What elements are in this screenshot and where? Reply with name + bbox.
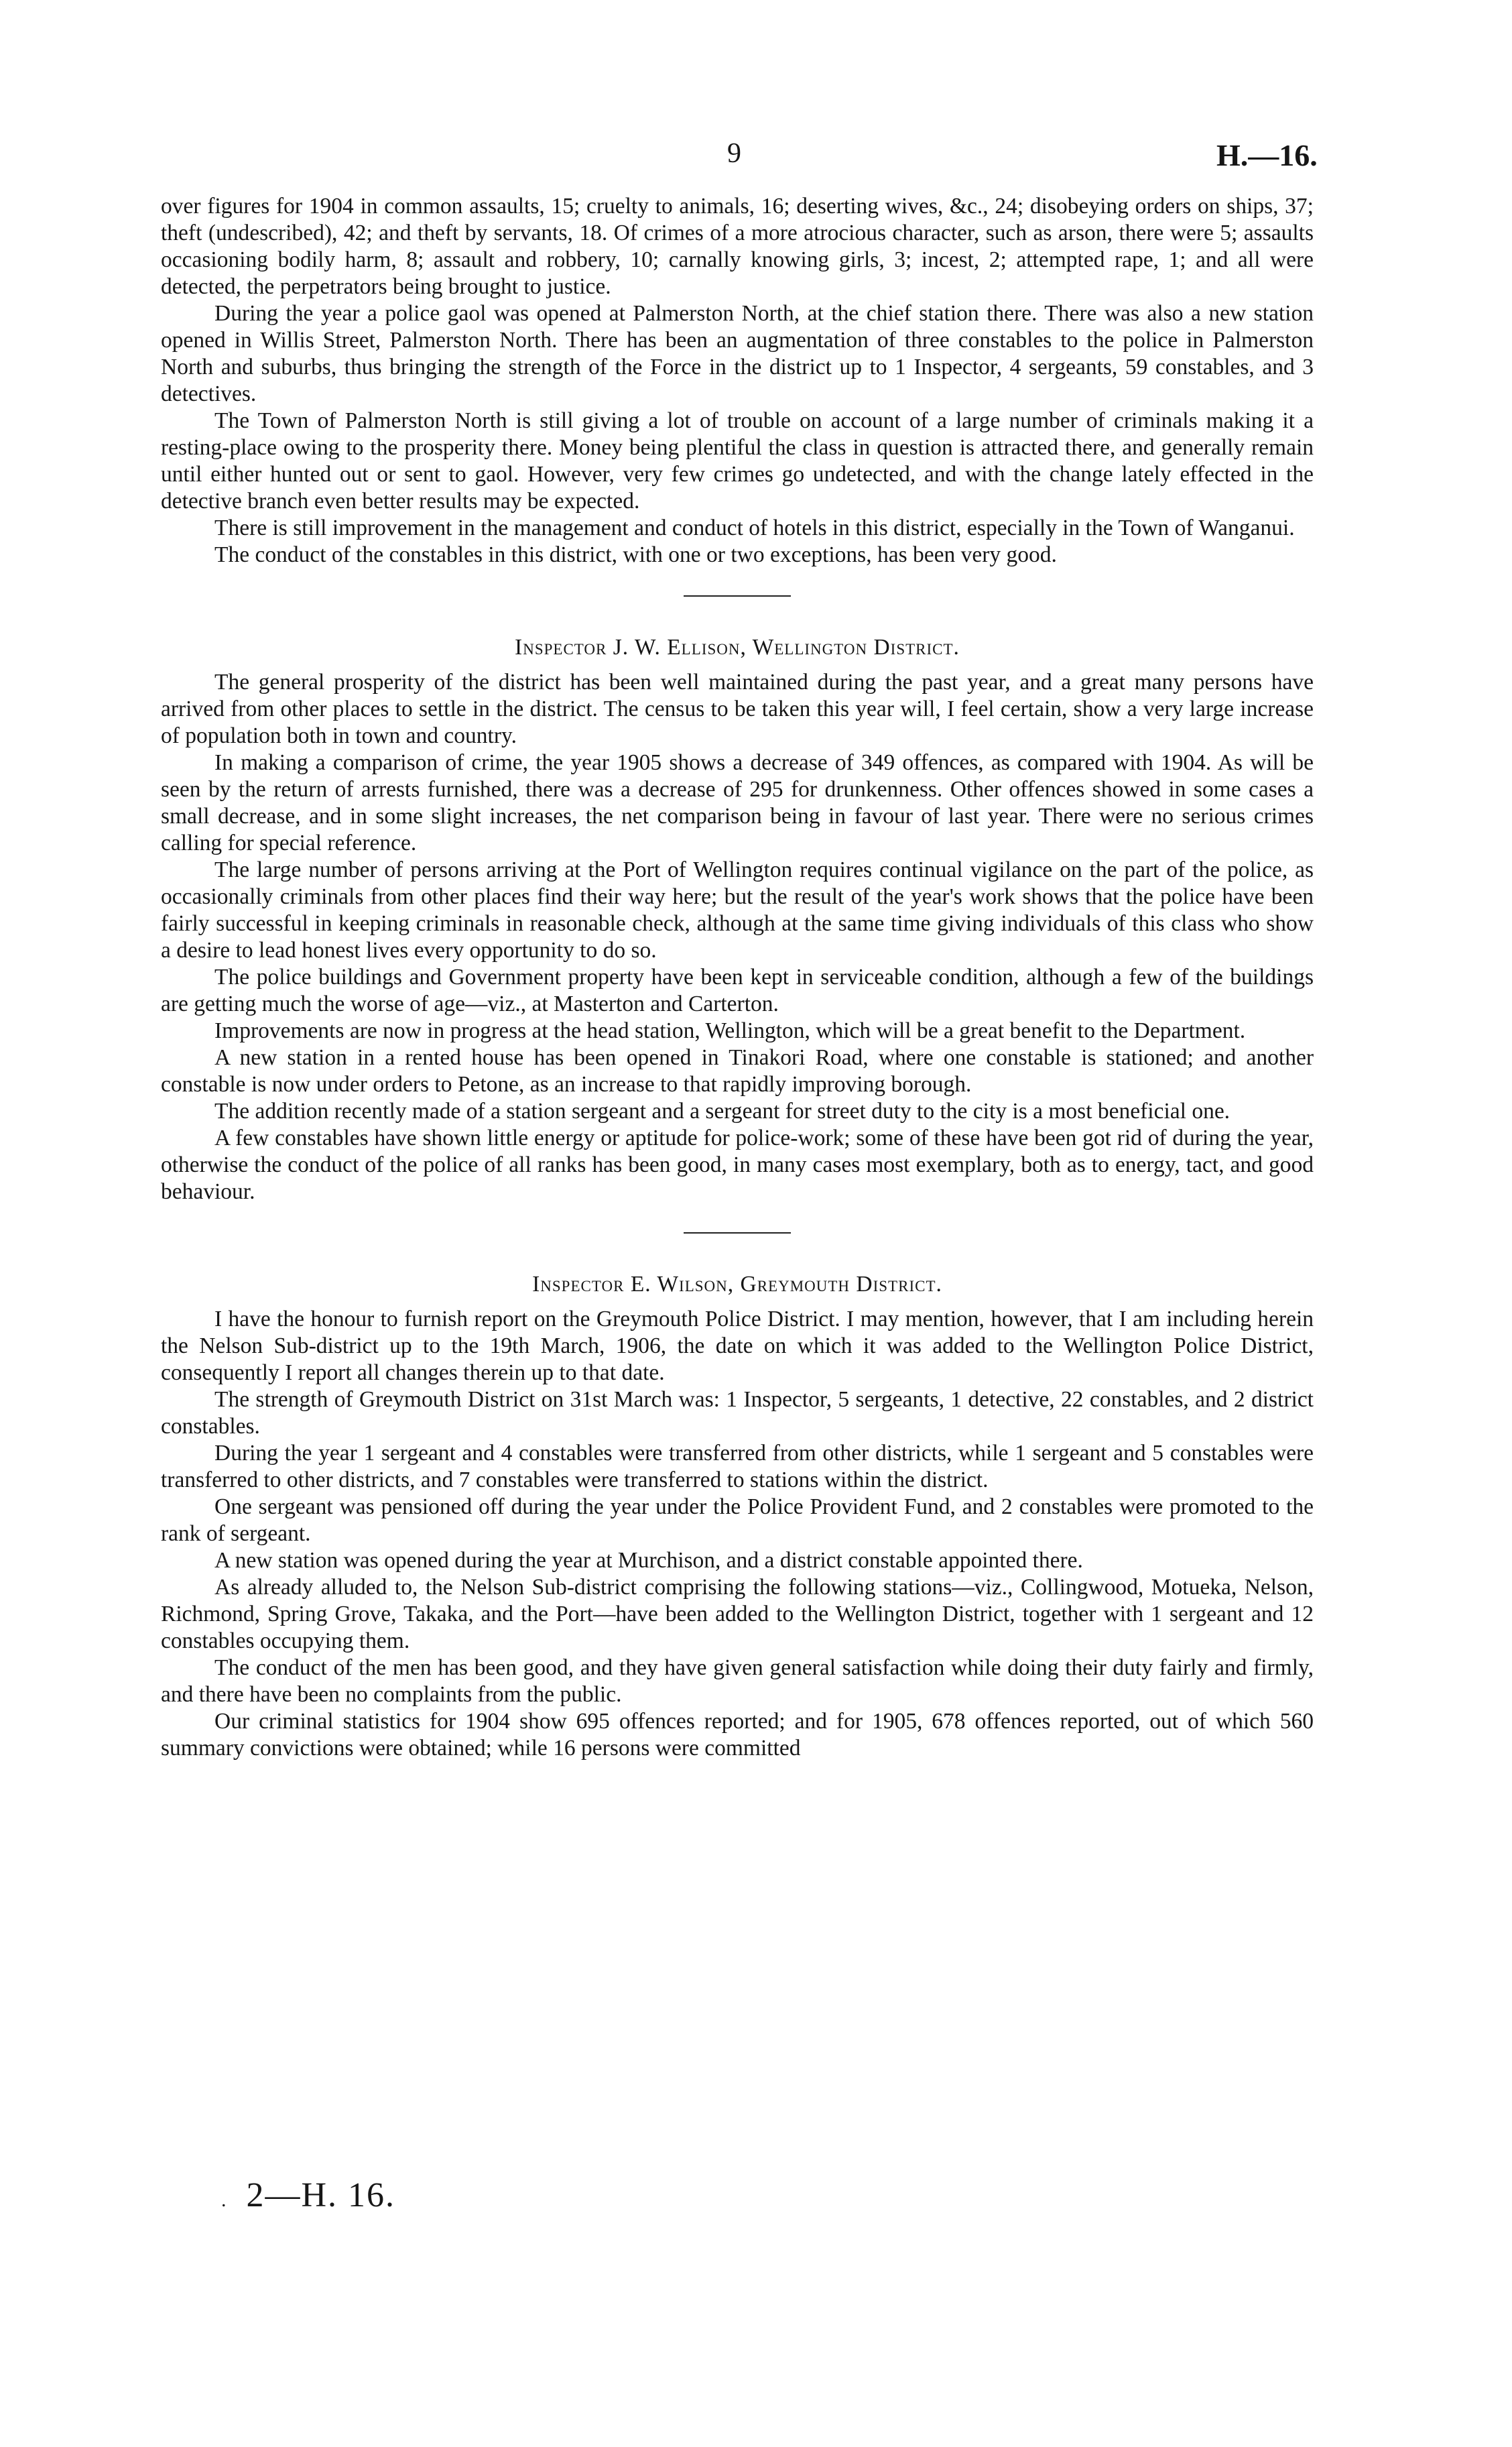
signature-mark <box>221 2175 395 2215</box>
section-heading-greymouth: Inspector E. Wilson, Greymouth District. <box>532 1272 942 1297</box>
body-paragraph: The conduct of the constables in this district, with one or two exceptions, has been very good. <box>214 542 1057 567</box>
body-paragraph: A new station was opened during the year at Murchison, and a district constable appointed there. <box>214 1548 1083 1573</box>
body-paragraph: Our criminal statistics for 1904 show 695 offences reported; and for 1905, 678 offences reported, out of which 560 summary convictions were obtained; while 16 persons were committed <box>161 1709 1314 1760</box>
section-heading-wellington: Inspector J. W. Ellison, Wellington District. <box>515 635 960 660</box>
page-header <box>0 137 1512 178</box>
body-paragraph: The conduct of the men has been good, and they have given general satisfaction while doing their duty fairly and firmly, and there have been no complaints from the public. <box>161 1655 1314 1707</box>
body-paragraph: Improvements are now in progress at the head station, Wellington, which will be a great benefit to the Department. <box>214 1018 1246 1043</box>
body-paragraph: The Town of Palmerston North is still giving a lot of trouble on account of a large number of criminals making it a resting-place owing to the prosperity there. Money being plentiful the class in question is attracted there, and generally remain until either hunted out or sent to gaol. However, very few crimes go undetected, and with the change lately effected in the detective branch even better results may be expected. <box>161 408 1314 514</box>
body-paragraph: I have the honour to furnish report on the Greymouth Police District. I may mention, however, that I am including herein the Nelson Sub-district up to the 19th March, 1906, the date on which it was added to the Wellington Police District, consequently I report all changes therein up to that date. <box>161 1307 1314 1385</box>
body-paragraph: The police buildings and Government property have been kept in serviceable condition, although a few of the buildings are getting much the worse of age—viz., at Masterton and Carterton. <box>161 965 1314 1016</box>
body-paragraph: The general prosperity of the district has been well maintained during the past year, and a great many persons have arrived from other places to settle in the district. The census to be taken this year will, I feel certain, show a very large increase of population both in town and country. <box>161 670 1314 748</box>
body-paragraph: In making a comparison of crime, the year 1905 shows a decrease of 349 offences, as compared with 1904. As will be seen by the return of arrests furnished, there was a decrease of 295 for drunkenness. Other offences showed in some cases a small decrease, and in some slight increases, the net comparison being in favour of last year. There were no serious crimes calling for special reference. <box>161 750 1314 855</box>
body-paragraph: The addition recently made of a station sergeant and a sergeant for street duty to the city is a most beneficial one. <box>214 1099 1231 1124</box>
body-paragraph: As already alluded to, the Nelson Sub-district comprising the following stations—viz., Collingwood, Motueka, Nelson, Richmond, Spring Grove, Takaka, and the Port—have been added to the Wellington District, together with 1 sergeant and 12 constables occupying them. <box>161 1575 1314 1653</box>
body-paragraph: The strength of Greymouth District on 31st March was: 1 Inspector, 5 sergeants, 1 detective, 22 constables, and 2 district constables. <box>161 1387 1314 1439</box>
body-paragraph: A new station in a rented house has been opened in Tinakori Road, where one constable is stationed; and another constable is now under orders to Petone, as an increase to that rapidly improving borough. <box>161 1045 1314 1097</box>
body-paragraph: The large number of persons arriving at the Port of Wellington requires continual vigilance on the part of the police, as occasionally criminals from other places find their way here; but the result of the year's work shows that the police have been fairly successful in keeping criminals in reasonable check, although at the same time giving individuals of this class who show a desire to lead honest lives every opportunity to do so. <box>161 857 1314 963</box>
document-reference: H.—16. <box>1216 138 1318 172</box>
body-paragraph: One sergeant was pensioned off during the year under the Police Provident Fund, and 2 constables were promoted to the rank of sergeant. <box>161 1494 1314 1546</box>
body-paragraph: There is still improvement in the management and conduct of hotels in this district, especially in the Town of Wanganui. <box>214 516 1295 540</box>
body-paragraph: During the year 1 sergeant and 4 constables were transferred from other districts, while 1 sergeant and 5 constables were transferred to other districts, and 7 constables were transferred to stations within the district. <box>161 1441 1314 1492</box>
section-divider <box>684 595 791 597</box>
body-paragraph: A few constables have shown little energy or aptitude for police-work; some of these have been got rid of during the year, otherwise the conduct of the police of all ranks has been good, in many cases most exemplary, both as to energy, tact, and good behaviour. <box>161 1126 1314 1204</box>
signature-text: 2—H. 16. <box>246 2176 396 2214</box>
section-divider <box>684 1232 791 1234</box>
report-body <box>161 193 1314 1762</box>
signature-dot: . <box>221 2189 228 2211</box>
body-paragraph: During the year a police gaol was opened at Palmerston North, at the chief station there. There was also a new station opened in Willis Street, Palmerston North. There has been an augmentation of three constables to the police in Palmerston North and suburbs, thus bringing the strength of the Force in the district up to 1 Inspector, 4 sergeants, 59 constables, and 3 detectives. <box>161 301 1314 406</box>
body-paragraph: over figures for 1904 in common assaults, 15; cruelty to animals, 16; deserting wives, &c., 24; disobeying orders on ships, 37; theft (undescribed), 42; and theft by servants, 18. Of crimes of a more atrocious character, such as arson, there were 5; assaults occasioning bodily harm, 8; assault and robbery, 10; carnally knowing girls, 3; incest, 2; attempted rape, 1; and all were detected, the perpetrators being brought to justice. <box>161 194 1314 299</box>
page-number: 9 <box>727 138 741 169</box>
